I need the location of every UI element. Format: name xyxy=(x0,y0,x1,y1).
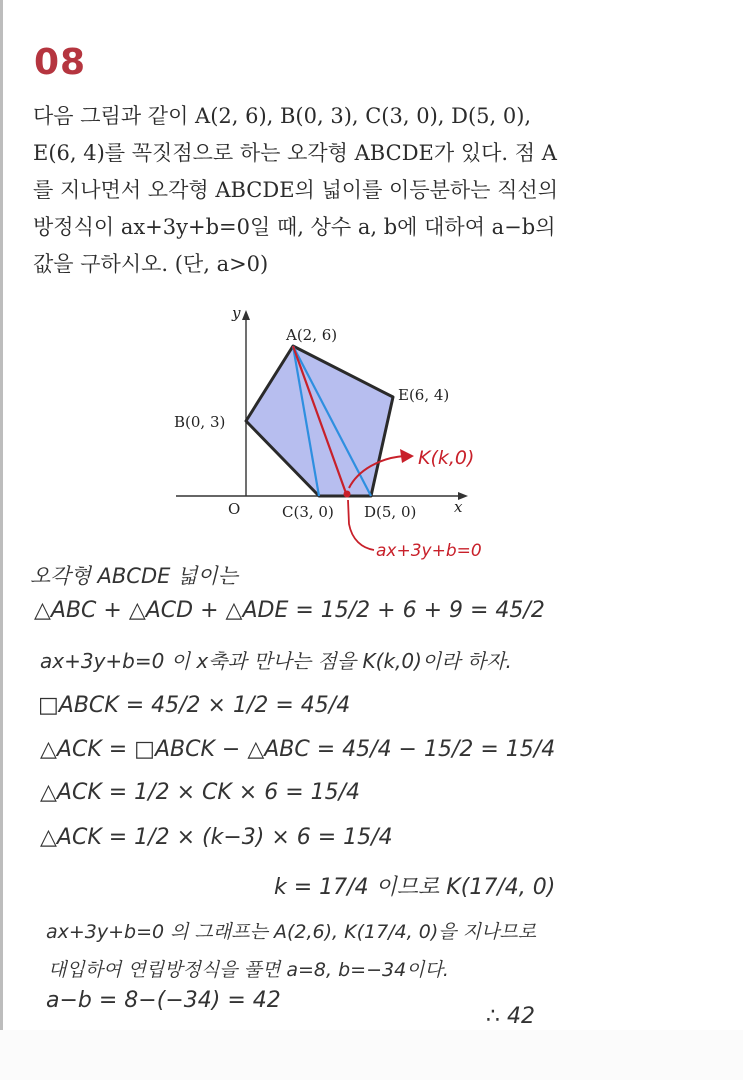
problem-number: 08 xyxy=(34,42,87,83)
origin-label: O xyxy=(228,500,241,518)
solution-line: 대입하여 연립방정식을 풀면 a=8, b=−34이다. xyxy=(48,959,449,981)
problem-line: 값을 구하시오. (단, a>0) xyxy=(33,252,269,276)
solution-line: △ACK = 1/2 × CK × 6 = 15/4 xyxy=(40,780,361,805)
solution-line: ax+3y+b=0 이 x축과 만나는 점을 K(k,0)이라 하자. xyxy=(40,649,512,673)
solution-line: ax+3y+b=0 의 그래프는 A(2,6), K(17/4, 0)을 지나므로 xyxy=(46,921,537,943)
solution-line: k = 17/4 이므로 K(17/4, 0) xyxy=(274,875,556,900)
k-pointer-arrowhead xyxy=(400,449,414,463)
label-c: C(3, 0) xyxy=(282,503,334,521)
page-bottom-band xyxy=(0,1030,743,1080)
final-answer: ∴ 42 xyxy=(486,1004,535,1029)
problem-line: 를 지나면서 오각형 ABCDE의 넓이를 이등분하는 직선의 xyxy=(33,178,558,202)
problem-line: E(6, 4)를 꼭짓점으로 하는 오각형 ABCDE가 있다. 점 A xyxy=(33,141,557,165)
label-a: A(2, 6) xyxy=(286,326,338,344)
annotation-k: K(k,0) xyxy=(418,447,475,469)
annotation-line-equation: ax+3y+b=0 xyxy=(376,541,482,561)
solution-line: □ABCK = 45/2 × 1/2 = 45/4 xyxy=(38,693,351,718)
solution-line: △ACK = 1/2 × (k−3) × 6 = 15/4 xyxy=(40,825,393,850)
solution-line: △ABC + △ACD + △ADE = 15/2 + 6 + 9 = 45/2 xyxy=(34,598,545,623)
label-e: E(6, 4) xyxy=(398,386,450,404)
x-axis-label: x xyxy=(454,498,463,516)
problem-line: 방정식이 ax+3y+b=0일 때, 상수 a, b에 대하여 a−b의 xyxy=(33,215,556,239)
solution-line: 오각형 ABCDE 넓이는 xyxy=(30,564,238,588)
y-axis-label: y xyxy=(232,304,241,322)
label-b: B(0, 3) xyxy=(174,413,226,431)
solution-line: △ACK = □ABCK − △ABC = 45/4 − 15/2 = 15/4 xyxy=(40,737,556,762)
point-k xyxy=(344,491,351,498)
solution-line: a−b = 8−(−34) = 42 xyxy=(46,988,281,1013)
label-d: D(5, 0) xyxy=(364,503,417,521)
problem-line: 다음 그림과 같이 A(2, 6), B(0, 3), C(3, 0), D(5, 0), xyxy=(33,104,532,128)
y-axis-arrow xyxy=(242,310,250,320)
